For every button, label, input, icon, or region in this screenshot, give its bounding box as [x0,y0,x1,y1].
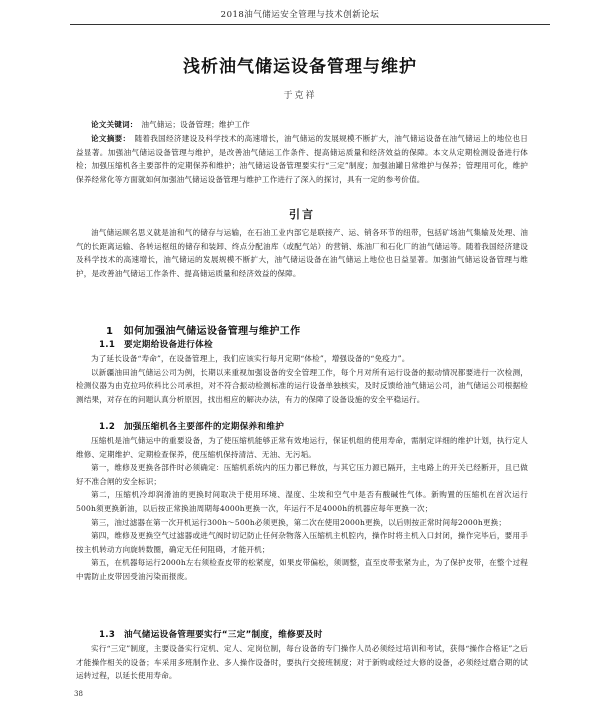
abstract-block [76,132,528,186]
section-1-1-body [76,352,528,406]
section-1-1-heading: 1.1 要定期给设备进行体检 [99,340,213,350]
section-1-3-paragraph: 实行“三定”制度，主要设备实行定机、定人、定岗位制，每台设备的专门操作人员必须经过培训和考试，获得“操作合格证”之后才能操作相关的设备；车采用多班制作业、多人操作设备时，要执行交接班制度；对于新购或经过大修的设备，必须经过磨合期的试运转过程，以延长使用寿命。 [76,644,528,681]
running-head: 2018油气储运安全管理与技术创新论坛 [220,10,380,20]
section-1-1-paragraph: 为了延长设备“寿命”，在设备管理上，我们应该实行每月定期“体检”，增强设备的“免疫力”。 [91,354,410,363]
abstract-label: 论文摘要： [91,134,127,143]
author-name: 于克祥 [283,91,317,101]
abstract-paragraph [76,132,528,186]
section-1-2-paragraph: 压缩机是油气储运中的重要设备，为了使压缩机能够正常有效地运行，保证机组的使用寿命，需制定详细的维护计划，执行定人维修、定期维护、定期检查保养，使压缩机保持清洁、无油、无污垢。 [76,436,528,459]
abstract-text: 随着我国经济建设及科学技术的高速增长，油气储运的发展规模不断扩大，油气储运设备在油气储运上的地位也日益显著。加强油气储运设备管理与维护，是改善油气储运工作条件、提高储运质量和经济效益的保障。本文从定期检测设备进行体检；加强压缩机各主要部件的定期保养和维护；油气储运设备管理要实行“三定”制度；加强油罐日常维护与保养；管理用可化，维护保养经常化等方面就如何加强油气储运设备管理与维护工作进行了深入的探讨，具有一定的参考价值。 [76,134,528,184]
intro-heading: 引言 [289,208,315,221]
keywords-line [91,118,528,132]
section-1-2-heading: 1.2 加强压缩机各主要部件的定期保养和维护 [99,422,285,432]
section-1-2-paragraph: 第二，压缩机冷却润滑油的更换时间取决于使用环境、湿度、尘埃和空气中是否有酸碱性气体。新购置的压缩机在首次运行500h须更换新油，以后按正常换油周期每4000h更换一次，年运行不足4000h的机器应每年更换一次； [76,490,528,513]
header-rule [70,24,550,25]
intro-block [76,226,528,280]
paper-title: 浅析油气储运设备管理与维护 [183,57,417,77]
section-1-2-body [76,434,528,584]
section-1-heading: 1 如何加强油气储运设备管理与维护工作 [106,326,301,337]
keywords-block [76,118,528,132]
page-number: 38 [74,690,83,698]
keywords-label: 论文关键词： [91,120,134,129]
section-1-2-paragraph: 第三，油过滤器在第一次开机运行300h～500h必须更换，第二次在使用2000h更换，以后则按正常时间每2000h更换； [91,517,507,527]
section-1-2-paragraph: 第五，在机器每运行2000h左右须检查皮带的松紧度，如果皮带偏松，须调整，直至皮带张紧为止，为了保护皮带，在整个过程中需防止皮带因受油污染而报废。 [76,558,528,581]
keywords-value: 油气储运；设备管理；维护工作 [141,120,250,129]
section-1-3-body [76,642,528,683]
section-1-1-paragraph: 以新疆油田油气储运公司为例，长期以来重视加强设备的安全管理工作，每个月对所有运行设备的振动情况都要进行一次检测，检测仪器为由克拉玛依科比公司承担，对不符合振动检测标准的运行设备单独核实，及时反馈给油气储运公司，油气储运公司根据检测结果，对存在的问题认真分析原因，找出相应的解决办法，有力的保障了设备设施的安全平稳运行。 [76,367,528,404]
intro-paragraph: 油气储运顾名思义就是油和气的储存与运输，在石油工业内部它是联接产、运、销各环节的纽带，包括矿场油气集输及处理、油气的长距离运输、各转运枢纽的储存和装卸、终点分配油库（或配气站）的营销、炼油厂和石化厂的油气储运等。随着我国经济建设及科学技术的高速增长，油气储运的发展规模不断扩大，油气储运设备在油气储运上地位也日益显著。加强油气储运设备管理与维护，是改善油气储运工作条件、提高储运质量和经济效益的保障。 [76,228,528,278]
section-1-3-heading: 1.3 油气储运设备管理要实行“三定”制度，维修要及时 [99,630,323,640]
section-1-2-paragraph: 第四，维修及更换空气过滤器或进气阀时切记防止任何杂物落入压缩机主机腔内，操作时将主机入口封闭，操作完毕后，要用手按主机转动方向旋转数圈，确定无任何阻碍，才能开机； [76,531,528,554]
section-1-2-paragraph: 第一，维修及更换各部件时必须确定：压缩机系统内的压力都已释放，与其它压力源已隔开，主电路上的开关已经断开，且已做好不准合闸的安全标识； [76,463,528,486]
